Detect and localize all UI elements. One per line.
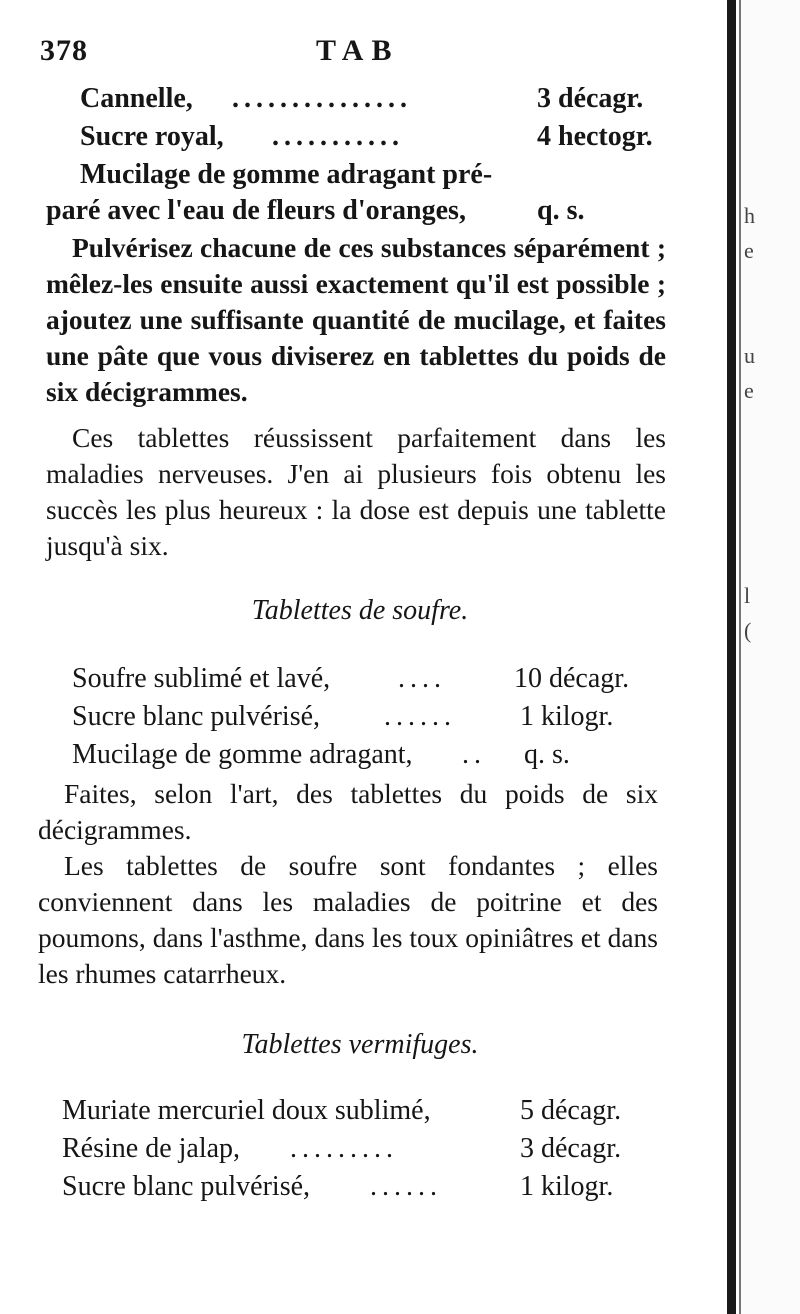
facing-page-fragment: l: [744, 583, 751, 608]
ingredient-name: Mucilage de gomme adragant,: [72, 739, 413, 770]
dot-leader: ...............: [232, 83, 412, 114]
ingredient-name: Soufre sublimé et lavé,: [72, 663, 331, 694]
ingredient-name: Sucre royal,: [80, 121, 224, 152]
ingredient-amount: 3 décagr.: [537, 83, 644, 114]
running-head: TAB: [316, 34, 400, 67]
facing-page-fragment: u: [744, 343, 755, 368]
facing-page-strip: [741, 0, 800, 1314]
section-title: Tablettes vermifuges.: [241, 1029, 479, 1060]
ingredient-name: Muriate mercuriel doux sublimé,: [62, 1095, 431, 1126]
binding-edge: [727, 0, 736, 1314]
dot-leader: ....: [398, 663, 446, 694]
dot-leader: ......: [370, 1171, 442, 1202]
dot-leader: ...........: [272, 121, 404, 152]
ingredient-amount: 10 décagr.: [514, 663, 630, 694]
ingredient-amount: q. s.: [537, 195, 585, 226]
dot-leader: ..: [462, 739, 486, 770]
instructions-paragraph: Pulvérisez chacune de ces substances séparément ; mêlez-les ensuite aussi exactement qu'il est possible ; ajoutez une suffisante quantité de mucilage, et faites une pâte que vous diviserez en tablettes du poids de six décigrammes.: [46, 232, 666, 407]
dot-leader: .........: [290, 1133, 398, 1164]
ingredient-name: Sucre blanc pulvérisé,: [72, 701, 321, 732]
instructions-paragraph: Faites, selon l'art, des tablettes du poids de six décigrammes.: [38, 778, 658, 845]
ingredient-amount: 1 kilogr.: [520, 701, 614, 732]
ingredient-amount: 4 hectogr.: [537, 121, 653, 152]
commentary-paragraph: Ces tablettes réussissent parfaitement dans les maladies nerveuses. J'en ai plusieurs fois obtenu les succès les plus heureux : la dose est depuis une tablette jusqu'à six.: [46, 422, 666, 561]
ingredient-amount: 5 décagr.: [520, 1095, 622, 1126]
facing-page-fragment: (: [744, 618, 752, 643]
page-number: 378: [40, 34, 88, 67]
dot-leader: ......: [384, 701, 456, 732]
commentary-paragraph: Les tablettes de soufre sont fondantes ; elles conviennent dans les maladies de poitrine et des poumons, dans l'asthme, dans les toux opiniâtres et dans les rhumes catarrheux.: [38, 850, 658, 989]
facing-page-fragment: h: [744, 203, 755, 228]
ingredient-name: paré avec l'eau de fleurs d'oranges,: [46, 195, 466, 226]
section-title: Tablettes de soufre.: [251, 595, 469, 626]
ingredient-amount: 1 kilogr.: [520, 1171, 614, 1202]
ingredient-name: Cannelle,: [80, 83, 193, 114]
facing-page-fragment: e: [744, 378, 754, 403]
ingredient-amount: 3 décagr.: [520, 1133, 622, 1164]
ingredient-name: Sucre blanc pulvérisé,: [62, 1171, 311, 1202]
ingredient-name: Mucilage de gomme adragant pré-: [80, 159, 493, 190]
ingredient-name: Résine de jalap,: [62, 1133, 241, 1164]
ingredient-amount: q. s.: [524, 739, 570, 770]
facing-page-fragment: e: [744, 238, 754, 263]
